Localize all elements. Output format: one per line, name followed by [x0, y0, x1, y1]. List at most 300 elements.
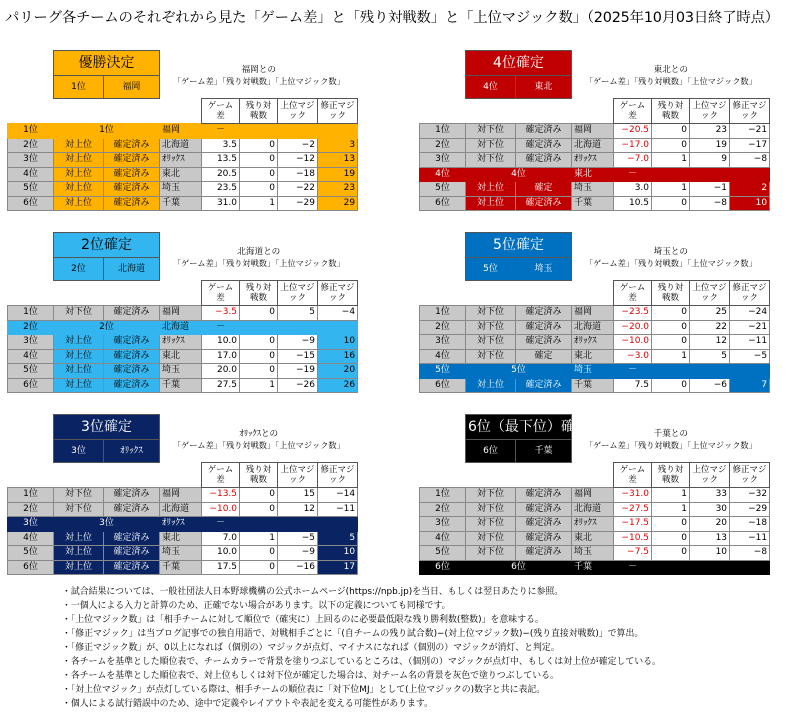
panel-desc-2: 「ゲーム差」「残り対戦数」「上位マジック数」	[172, 257, 345, 268]
panel-team: 北海道	[104, 258, 160, 281]
upper-magic-cell: 22	[690, 320, 730, 335]
panel-desc-2: 「ゲーム差」「残り対戦数」「上位マジック数」	[172, 75, 345, 86]
upper-magic-cell: −1	[690, 182, 730, 197]
panel-position: 6位	[466, 440, 516, 463]
remaining-cell	[240, 124, 278, 139]
panel-heading: 6位（最下位）確定	[466, 415, 572, 440]
game-diff-cell: －	[614, 560, 652, 575]
upper-magic-cell: −26	[278, 378, 318, 393]
spacer	[572, 281, 614, 306]
table-row	[8, 531, 358, 546]
spacer	[160, 99, 202, 124]
opponent-relation-cell: 対下位	[466, 488, 516, 503]
remaining-cell: 0	[652, 378, 690, 393]
spacer	[8, 415, 54, 440]
game-diff-cell: 23.5	[202, 182, 240, 197]
table-row	[420, 153, 770, 168]
panel-1	[7, 50, 358, 211]
spacer	[420, 233, 466, 258]
header-game-diff: ゲーム差	[614, 99, 652, 124]
table-row	[420, 364, 770, 379]
remaining-cell	[652, 560, 690, 575]
adjusted-magic-cell: 16	[318, 349, 358, 364]
header-adjusted-magic: 修正マジック	[318, 99, 358, 124]
remaining-cell: 0	[240, 153, 278, 168]
status-cell: 確定	[516, 182, 572, 197]
self-position-cell: 4位	[466, 167, 572, 182]
status-cell: 確定済み	[104, 153, 160, 168]
team-cell: 東北	[160, 167, 202, 182]
table-row	[8, 306, 358, 321]
spacer	[54, 99, 104, 124]
rank-cell: 1位	[8, 124, 54, 139]
adjusted-magic-cell: −24	[730, 306, 770, 321]
adjusted-magic-cell: −14	[318, 488, 358, 503]
status-cell: 確定済み	[104, 306, 160, 321]
adjusted-magic-cell: 10	[318, 335, 358, 350]
table-row	[8, 560, 358, 575]
table-row	[8, 546, 358, 561]
status-cell: 確定済み	[104, 502, 160, 517]
team-cell: 埼玉	[572, 546, 614, 561]
upper-magic-cell: 15	[278, 488, 318, 503]
team-cell: 千葉	[572, 378, 614, 393]
remaining-cell: 1	[240, 531, 278, 546]
header-adjusted-magic: 修正マジック	[318, 281, 358, 306]
upper-magic-cell: 13	[690, 531, 730, 546]
rank-cell: 6位	[420, 196, 466, 211]
team-cell: 北海道	[160, 138, 202, 153]
status-cell: 確定済み	[104, 560, 160, 575]
note-line: ・「上位マジック数」は「相手チームに対して順位で（確実に）上回るのに必要最低限な残り勝利数(整数)」を意味する。	[62, 615, 544, 625]
opponent-relation-cell: 対上位	[54, 364, 104, 379]
opponent-relation-cell: 対下位	[466, 306, 516, 321]
adjusted-magic-cell: 29	[318, 196, 358, 211]
rank-cell: 6位	[8, 196, 54, 211]
table-row	[8, 320, 358, 335]
adjusted-magic-cell	[730, 560, 770, 575]
upper-magic-cell: −5	[278, 531, 318, 546]
notes	[62, 585, 661, 711]
upper-magic-cell: −6	[690, 378, 730, 393]
adjusted-magic-cell: 20	[318, 364, 358, 379]
opponent-relation-cell: 対上位	[54, 138, 104, 153]
adjusted-magic-cell: −5	[730, 349, 770, 364]
game-diff-cell: 10.5	[614, 196, 652, 211]
opponent-relation-cell: 対上位	[54, 546, 104, 561]
panel-desc-1: 北海道との	[237, 246, 281, 257]
rank-cell: 3位	[420, 153, 466, 168]
panel-2	[419, 50, 770, 211]
panel-position: 3位	[54, 440, 104, 463]
panel-heading: 優勝決定	[54, 51, 160, 76]
note-line: ・「対上位マジック」が点灯している際は、相手チームの順位表に「対下位MJ」として(上位マジックの)数字と共に表記。	[62, 685, 546, 695]
team-cell: 福岡	[572, 124, 614, 139]
panel-desc-2: 「ゲーム差」「残り対戦数」「上位マジック数」	[584, 75, 757, 86]
upper-magic-cell: −16	[278, 560, 318, 575]
spacer	[420, 281, 466, 306]
rank-cell: 1位	[420, 124, 466, 139]
status-cell: 確定済み	[516, 320, 572, 335]
game-diff-cell: 31.0	[202, 196, 240, 211]
table-row	[420, 335, 770, 350]
team-cell: 埼玉	[160, 182, 202, 197]
table-row	[8, 124, 358, 139]
remaining-cell: 0	[240, 306, 278, 321]
team-cell: ｵﾘｯｸｽ	[160, 153, 202, 168]
upper-magic-cell: −8	[690, 196, 730, 211]
table-row	[420, 306, 770, 321]
game-diff-cell: −10.0	[614, 335, 652, 350]
adjusted-magic-cell: 10	[318, 546, 358, 561]
remaining-cell: 1	[240, 378, 278, 393]
team-cell: 福岡	[572, 306, 614, 321]
remaining-cell	[652, 364, 690, 379]
game-diff-cell: －	[202, 124, 240, 139]
header-game-diff: ゲーム差	[614, 281, 652, 306]
header-remaining: 残り対戦数	[240, 463, 278, 488]
game-diff-cell: 13.5	[202, 153, 240, 168]
opponent-relation-cell: 対下位	[466, 124, 516, 139]
header-remaining: 残り対戦数	[240, 99, 278, 124]
note-line: ・個人による試行錯誤中のため、途中で定義やレイアウトや表記を変える可能性があります。	[62, 699, 433, 709]
team-cell: 福岡	[572, 488, 614, 503]
spacer	[8, 281, 54, 306]
header-adjusted-magic: 修正マジック	[730, 463, 770, 488]
opponent-relation-cell: 対下位	[466, 502, 516, 517]
adjusted-magic-cell: −17	[730, 138, 770, 153]
panel-heading: 3位確定	[54, 415, 160, 440]
upper-magic-cell: −18	[278, 167, 318, 182]
upper-magic-cell: 5	[278, 306, 318, 321]
game-diff-cell: −17.5	[614, 517, 652, 532]
team-cell: 千葉	[160, 196, 202, 211]
team-cell: 北海道	[572, 502, 614, 517]
game-diff-cell: 3.5	[202, 138, 240, 153]
game-diff-cell: 10.0	[202, 546, 240, 561]
remaining-cell: 1	[240, 196, 278, 211]
remaining-cell: 0	[652, 531, 690, 546]
upper-magic-cell: 19	[690, 138, 730, 153]
team-cell: 埼玉	[160, 546, 202, 561]
status-cell: 確定済み	[516, 546, 572, 561]
spacer	[420, 415, 466, 440]
opponent-relation-cell: 対下位	[54, 502, 104, 517]
rank-cell: 1位	[8, 306, 54, 321]
game-diff-cell: −20.0	[614, 320, 652, 335]
adjusted-magic-cell	[730, 167, 770, 182]
status-cell: 確定済み	[104, 182, 160, 197]
note-line: ・「修正マジック」は当ブログ記事での独自用語で、対戦相手ごとに「(自チームの残り試合数)−(対上位マジック数)−(残り直接対戦数)」で算出。	[62, 629, 644, 639]
remaining-cell: 0	[652, 320, 690, 335]
panel-desc-2: 「ゲーム差」「残り対戦数」「上位マジック数」	[584, 257, 757, 268]
panel-desc-1: 福岡との	[241, 64, 276, 75]
team-cell: 北海道	[160, 502, 202, 517]
upper-magic-cell: 30	[690, 502, 730, 517]
panel-desc-1: 千葉との	[653, 428, 688, 439]
note-line: ・「修正マジック数」が、0以上になれば（個別の）マジックが点灯、マイナスになれば（個別の）マジックが消灯、と判定。	[62, 643, 560, 653]
opponent-relation-cell: 対下位	[466, 349, 516, 364]
spacer	[8, 76, 54, 99]
rank-cell: 3位	[420, 335, 466, 350]
header-upper-magic: 上位マジック	[690, 99, 730, 124]
spacer	[466, 281, 516, 306]
header-game-diff: ゲーム差	[202, 463, 240, 488]
table-row	[8, 335, 358, 350]
team-cell: 福岡	[160, 488, 202, 503]
remaining-cell: 1	[652, 349, 690, 364]
adjusted-magic-cell: −11	[730, 335, 770, 350]
table-row	[420, 378, 770, 393]
table-row	[8, 517, 358, 532]
panel-desc-1: 埼玉との	[653, 246, 688, 257]
upper-magic-cell	[278, 124, 318, 139]
rank-cell: 5位	[8, 364, 54, 379]
table-row	[8, 138, 358, 153]
opponent-relation-cell: 対上位	[54, 167, 104, 182]
upper-magic-cell: −22	[278, 182, 318, 197]
spacer	[466, 99, 516, 124]
panel-team: ｵﾘｯｸｽ	[104, 440, 160, 463]
upper-magic-cell	[690, 560, 730, 575]
rank-cell: 6位	[420, 560, 466, 575]
opponent-relation-cell: 対下位	[466, 138, 516, 153]
rank-cell: 5位	[420, 364, 466, 379]
adjusted-magic-cell: 5	[318, 531, 358, 546]
game-diff-cell: −10.0	[202, 502, 240, 517]
panel-heading: 2位確定	[54, 233, 160, 258]
rank-cell: 6位	[8, 560, 54, 575]
remaining-cell: 0	[652, 546, 690, 561]
upper-magic-cell: −19	[278, 364, 318, 379]
adjusted-magic-cell	[318, 124, 358, 139]
adjusted-magic-cell: −21	[730, 124, 770, 139]
rank-cell: 3位	[8, 153, 54, 168]
status-cell: 確定済み	[104, 138, 160, 153]
adjusted-magic-cell: 23	[318, 182, 358, 197]
header-upper-magic: 上位マジック	[278, 99, 318, 124]
header-game-diff: ゲーム差	[202, 281, 240, 306]
team-cell: 埼玉	[160, 364, 202, 379]
rank-cell: 2位	[8, 320, 54, 335]
game-diff-cell: －	[614, 364, 652, 379]
status-cell: 確定済み	[104, 167, 160, 182]
header-upper-magic: 上位マジック	[278, 281, 318, 306]
opponent-relation-cell: 対上位	[466, 196, 516, 211]
spacer	[572, 463, 614, 488]
upper-magic-cell: 12	[690, 335, 730, 350]
panel-heading: 4位確定	[466, 51, 572, 76]
adjusted-magic-cell: 13	[318, 153, 358, 168]
status-cell: 確定済み	[104, 531, 160, 546]
header-upper-magic: 上位マジック	[690, 281, 730, 306]
remaining-cell	[240, 517, 278, 532]
table-row	[8, 196, 358, 211]
table-row	[420, 320, 770, 335]
rank-cell: 1位	[420, 306, 466, 321]
remaining-cell: 0	[240, 560, 278, 575]
team-cell: 千葉	[572, 560, 614, 575]
rank-cell: 4位	[420, 531, 466, 546]
rank-cell: 5位	[8, 546, 54, 561]
game-diff-cell: 20.0	[202, 364, 240, 379]
spacer	[8, 233, 54, 258]
remaining-cell: 0	[652, 517, 690, 532]
opponent-relation-cell: 対下位	[466, 546, 516, 561]
remaining-cell: 0	[240, 349, 278, 364]
opponent-relation-cell: 対上位	[466, 378, 516, 393]
spacer	[466, 463, 516, 488]
rank-cell: 2位	[420, 502, 466, 517]
panel-heading: 5位確定	[466, 233, 572, 258]
adjusted-magic-cell	[730, 364, 770, 379]
self-position-cell: 6位	[466, 560, 572, 575]
remaining-cell: 1	[652, 502, 690, 517]
table-row	[420, 560, 770, 575]
table-row	[420, 546, 770, 561]
upper-magic-cell: 25	[690, 306, 730, 321]
status-cell: 確定済み	[104, 364, 160, 379]
header-adjusted-magic: 修正マジック	[730, 99, 770, 124]
rank-cell: 6位	[8, 378, 54, 393]
remaining-cell	[652, 167, 690, 182]
spacer	[160, 281, 202, 306]
rank-cell: 5位	[420, 546, 466, 561]
adjusted-magic-cell: −32	[730, 488, 770, 503]
upper-magic-cell: −9	[278, 335, 318, 350]
header-game-diff: ゲーム差	[614, 463, 652, 488]
spacer	[516, 463, 572, 488]
panel-5	[7, 414, 358, 575]
adjusted-magic-cell: −11	[318, 502, 358, 517]
header-game-diff: ゲーム差	[202, 99, 240, 124]
upper-magic-cell	[278, 320, 318, 335]
header-adjusted-magic: 修正マジック	[730, 281, 770, 306]
remaining-cell: 0	[652, 196, 690, 211]
upper-magic-cell: −15	[278, 349, 318, 364]
status-cell: 確定済み	[104, 349, 160, 364]
status-cell: 確定済み	[516, 488, 572, 503]
rank-cell: 4位	[8, 167, 54, 182]
panel-desc-1: 東北との	[653, 64, 688, 75]
panel-position: 5位	[466, 258, 516, 281]
rank-cell: 2位	[420, 138, 466, 153]
team-cell: 北海道	[160, 320, 202, 335]
upper-magic-cell: 5	[690, 349, 730, 364]
rank-cell: 5位	[8, 182, 54, 197]
rank-cell: 1位	[8, 488, 54, 503]
upper-magic-cell: 10	[690, 546, 730, 561]
team-cell: 福岡	[160, 124, 202, 139]
note-line: ・一個人による入力と計算のため、正確でない場合があります。以下の定義についても同様です。	[62, 601, 451, 611]
adjusted-magic-cell: 19	[318, 167, 358, 182]
self-position-cell: 2位	[54, 320, 160, 335]
team-cell: ｵﾘｯｸｽ	[160, 517, 202, 532]
opponent-relation-cell: 対下位	[466, 531, 516, 546]
upper-magic-cell: −12	[278, 153, 318, 168]
spacer	[420, 440, 466, 463]
spacer	[8, 440, 54, 463]
remaining-cell: 0	[240, 335, 278, 350]
page-title: パリーグ各チームのそれぞれから見た「ゲーム差」と「残り対戦数」と「上位マジック数」（2025年10月03日終了時点）	[5, 10, 779, 26]
table-row	[420, 182, 770, 197]
table-row	[420, 167, 770, 182]
game-diff-cell: −31.0	[614, 488, 652, 503]
team-cell: 東北	[572, 531, 614, 546]
spacer	[572, 99, 614, 124]
spacer	[516, 281, 572, 306]
adjusted-magic-cell	[318, 320, 358, 335]
remaining-cell: 0	[652, 124, 690, 139]
self-position-cell: 5位	[466, 364, 572, 379]
panel-team: 千葉	[516, 440, 572, 463]
adjusted-magic-cell: −29	[730, 502, 770, 517]
rank-cell: 6位	[420, 378, 466, 393]
game-diff-cell: −23.5	[614, 306, 652, 321]
status-cell: 確定済み	[516, 517, 572, 532]
adjusted-magic-cell: −4	[318, 306, 358, 321]
note-line: ・各チームを基準とした順位表で、チームカラーで背景を塗りつぶしているところは、（個別の）マジックが点灯中、もしくは対上位が確定している。	[62, 657, 661, 667]
panel-4	[419, 232, 770, 393]
spacer	[54, 463, 104, 488]
panel-position: 1位	[54, 76, 104, 99]
game-diff-cell: －	[202, 320, 240, 335]
rank-cell: 4位	[420, 349, 466, 364]
self-position-cell: 1位	[54, 124, 160, 139]
adjusted-magic-cell: −18	[730, 517, 770, 532]
remaining-cell: 0	[240, 182, 278, 197]
status-cell: 確定済み	[104, 335, 160, 350]
team-cell: 埼玉	[572, 182, 614, 197]
upper-magic-cell: 23	[690, 124, 730, 139]
panel-position: 4位	[466, 76, 516, 99]
rank-cell: 4位	[420, 167, 466, 182]
remaining-cell: 0	[652, 138, 690, 153]
opponent-relation-cell: 対下位	[54, 488, 104, 503]
table-row	[8, 378, 358, 393]
game-diff-cell: −3.5	[202, 306, 240, 321]
header-remaining: 残り対戦数	[652, 463, 690, 488]
team-cell: 千葉	[572, 196, 614, 211]
status-cell: 確定済み	[516, 502, 572, 517]
remaining-cell: 0	[240, 138, 278, 153]
adjusted-magic-cell: −8	[730, 153, 770, 168]
table-row	[420, 124, 770, 139]
adjusted-magic-cell: 10	[730, 196, 770, 211]
status-cell: 確定済み	[104, 378, 160, 393]
panel-team: 埼玉	[516, 258, 572, 281]
panel-team: 福岡	[104, 76, 160, 99]
panel-desc-1: ｵﾘｯｸｽとの	[239, 428, 279, 439]
game-diff-cell: −7.5	[614, 546, 652, 561]
remaining-cell: 0	[240, 546, 278, 561]
opponent-relation-cell: 対下位	[466, 335, 516, 350]
upper-magic-cell: 9	[690, 153, 730, 168]
team-cell: 東北	[160, 531, 202, 546]
game-diff-cell: 17.0	[202, 349, 240, 364]
status-cell: 確定済み	[516, 153, 572, 168]
upper-magic-cell: 12	[278, 502, 318, 517]
table-row	[8, 502, 358, 517]
team-cell: 福岡	[160, 306, 202, 321]
upper-magic-cell: 33	[690, 488, 730, 503]
game-diff-cell: 3.0	[614, 182, 652, 197]
upper-magic-cell: 20	[690, 517, 730, 532]
table-row	[8, 364, 358, 379]
status-cell: 確定済み	[104, 488, 160, 503]
opponent-relation-cell: 対上位	[54, 531, 104, 546]
team-cell: 千葉	[160, 378, 202, 393]
